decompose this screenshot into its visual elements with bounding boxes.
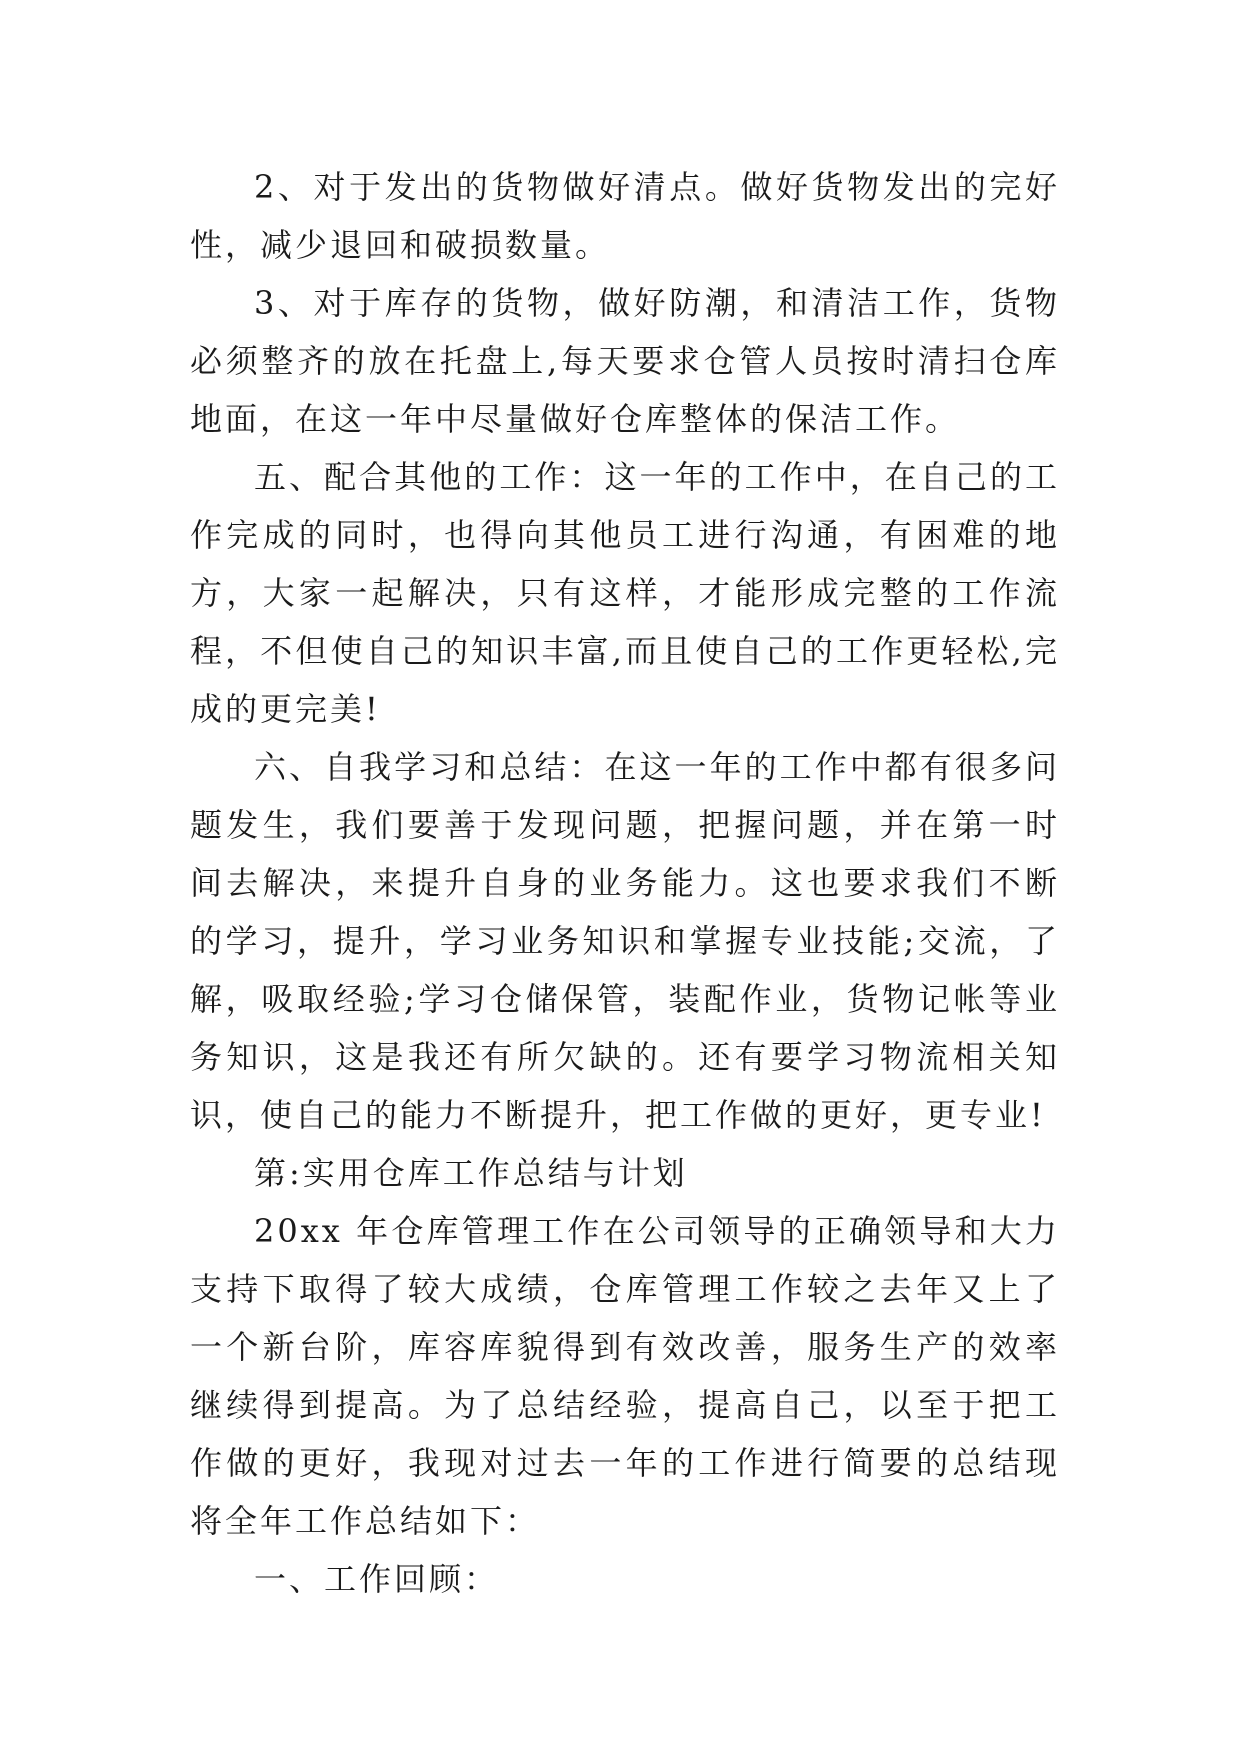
section-title: 第:实用仓库工作总结与计划 xyxy=(254,1154,688,1192)
paragraph-intro: 20xx 年仓库管理工作在公司领导的正确领导和大力支持下取得了较大成绩，仓库管理工作较之去年又上了一个新台阶，库容库貌得到有效改善，服务生产的效率继续得到提高。为了总结经验，提高自己，以至于把工作做的更好，我现对过去一年的工作进行简要的总结现将全年工作总结如下： xyxy=(190,1212,1060,1540)
subsection-heading: 一、工作回顾： xyxy=(254,1560,500,1598)
paragraph-section-6: 六、自我学习和总结：在这一年的工作中都有很多问题发生，我们要善于发现问题，把握问题，并在第一时间去解决，来提升自身的业务能力。这也要求我们不断的学习，提升，学习业务知识和掌握专业技能;交流，了解，吸取经验;学习仓储保管，装配作业，货物记帐等业务知识，这是我还有所欠缺的。还有要学习物流相关知识，使自己的能力不断提升，把工作做的更好，更专业! xyxy=(190,748,1060,1134)
paragraph-item-3: 3、对于库存的货物，做好防潮，和清洁工作，货物必须整齐的放在托盘上,每天要求仓管人员按时清扫仓库地面，在这一年中尽量做好仓库整体的保洁工作。 xyxy=(190,284,1060,438)
paragraph-item-2: 2、对于发出的货物做好清点。做好货物发出的完好性，减少退回和破损数量。 xyxy=(190,168,1060,264)
document-body xyxy=(190,158,1060,1608)
paragraph-section-5: 五、配合其他的工作：这一年的工作中，在自己的工作完成的同时，也得向其他员工进行沟通，有困难的地方，大家一起解决，只有这样，才能形成完整的工作流程，不但使自己的知识丰富,而且使自己的工作更轻松,完成的更完美! xyxy=(190,458,1060,728)
